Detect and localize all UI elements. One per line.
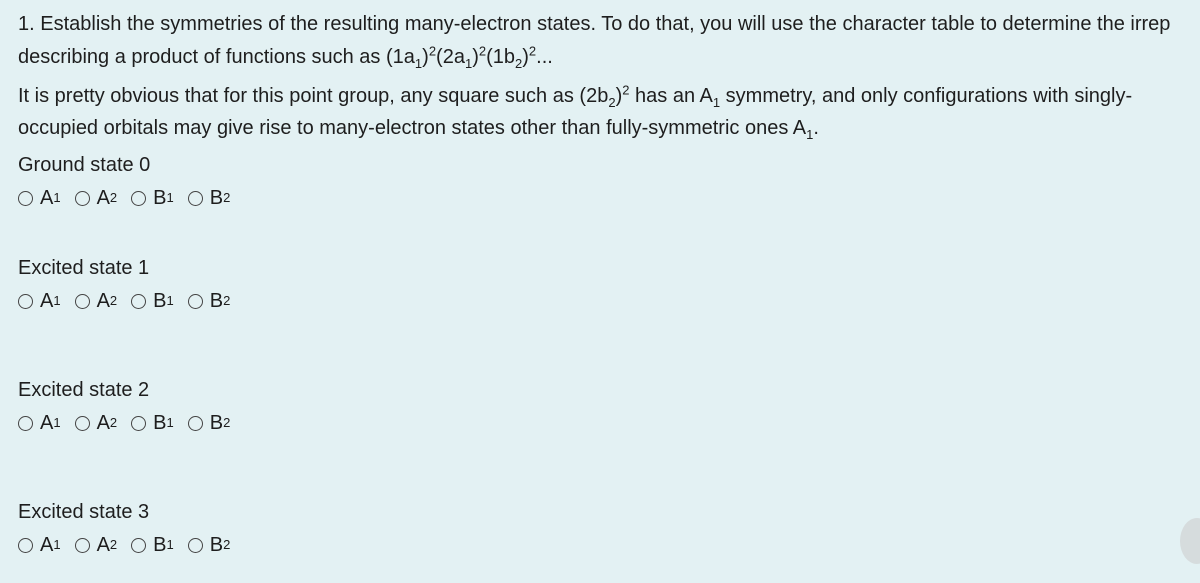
radio-option-b2[interactable]: B 2 xyxy=(188,186,231,210)
question-text: ) xyxy=(615,85,623,107)
radio-circle-icon[interactable] xyxy=(131,294,146,309)
radio-circle-icon[interactable] xyxy=(18,416,33,431)
radio-circle-icon[interactable] xyxy=(188,538,203,553)
radio-group-excited-3 xyxy=(18,533,244,557)
radio-option-a2[interactable]: A 2 xyxy=(75,411,118,435)
question-text: (1b xyxy=(486,46,515,68)
superscript: 2 xyxy=(622,82,630,98)
subscript: 1 xyxy=(414,56,423,71)
radio-group-excited-1 xyxy=(18,289,244,313)
radio-group-excited-2 xyxy=(18,411,244,435)
radio-option-b1[interactable]: B 1 xyxy=(131,186,174,210)
option-letter: B xyxy=(209,412,224,434)
radio-circle-icon[interactable] xyxy=(188,294,203,309)
subscript: 1 xyxy=(464,56,473,71)
superscript: 2 xyxy=(528,43,537,59)
radio-option-b1[interactable]: B 1 xyxy=(131,533,174,557)
radio-circle-icon[interactable] xyxy=(131,191,146,206)
radio-option-a1[interactable]: A 1 xyxy=(18,411,61,435)
superscript: 2 xyxy=(478,43,487,59)
subscript: 1 xyxy=(712,95,721,110)
question-text: ... xyxy=(536,46,553,68)
radio-option-a1[interactable]: A 1 xyxy=(18,289,61,313)
option-letter: A xyxy=(40,534,54,556)
radio-circle-icon[interactable] xyxy=(18,538,33,553)
radio-option-b1[interactable]: B 1 xyxy=(131,289,174,313)
question-text: (2a xyxy=(436,46,465,68)
question-paragraph-1 xyxy=(18,8,1190,74)
radio-circle-icon[interactable] xyxy=(18,294,33,309)
radio-circle-icon[interactable] xyxy=(75,294,90,309)
option-letter: B xyxy=(153,187,167,209)
option-letter: A xyxy=(96,187,110,209)
question-text: 1. Establish the symmetries of the resulting many-electron states. To do that, you will use the character table to determine the irrep describing a product of functions such as (1a xyxy=(18,13,1171,68)
state-label-excited-2: Excited state 2 xyxy=(18,379,150,401)
radio-circle-icon[interactable] xyxy=(188,191,203,206)
option-letter: A xyxy=(96,290,110,312)
radio-circle-icon[interactable] xyxy=(18,191,33,206)
option-letter: A xyxy=(40,290,54,312)
radio-option-b2[interactable]: B 2 xyxy=(188,533,231,557)
option-letter: B xyxy=(153,290,167,312)
state-label-excited-3: Excited state 3 xyxy=(18,501,150,523)
radio-option-a2[interactable]: A 2 xyxy=(75,533,118,557)
radio-circle-icon[interactable] xyxy=(131,538,146,553)
question-text: ) xyxy=(472,46,479,68)
question-text: It is pretty obvious that for this point group, any square such as (2b xyxy=(18,85,609,107)
state-label-excited-1: Excited state 1 xyxy=(18,257,150,279)
state-label-ground-0: Ground state 0 xyxy=(18,154,151,176)
question-text: ) xyxy=(522,46,529,68)
question-text: has an A xyxy=(629,85,713,107)
option-letter: B xyxy=(153,534,167,556)
radio-circle-icon[interactable] xyxy=(188,416,203,431)
question-paragraph-2 xyxy=(18,80,1190,144)
question-text: symmetry, and only configurations with singly-occupied orbitals may give rise to many-electron states other than fully-symmetric ones A xyxy=(18,85,1133,139)
subscript: 2 xyxy=(608,95,616,110)
radio-circle-icon[interactable] xyxy=(75,538,90,553)
question-text: ) xyxy=(422,46,429,68)
option-letter: A xyxy=(96,534,110,556)
radio-option-a1[interactable]: A 1 xyxy=(18,186,61,210)
radio-circle-icon[interactable] xyxy=(131,416,146,431)
radio-group-ground-0 xyxy=(18,186,244,210)
option-letter: A xyxy=(40,187,54,209)
radio-option-b2[interactable]: B 2 xyxy=(188,411,231,435)
option-letter: B xyxy=(153,412,167,434)
radio-option-a2[interactable]: A 2 xyxy=(75,289,118,313)
radio-option-a2[interactable]: A 2 xyxy=(75,186,118,210)
radio-circle-icon[interactable] xyxy=(75,191,90,206)
scroll-handle[interactable] xyxy=(1180,518,1200,564)
radio-option-b1[interactable]: B 1 xyxy=(131,411,174,435)
option-letter: A xyxy=(40,412,54,434)
radio-circle-icon[interactable] xyxy=(75,416,90,431)
option-letter: B xyxy=(209,534,224,556)
subscript: 2 xyxy=(515,56,523,71)
superscript: 2 xyxy=(428,43,437,59)
subscript: 1 xyxy=(806,127,814,142)
question-text: . xyxy=(813,117,819,139)
radio-option-a1[interactable]: A 1 xyxy=(18,533,61,557)
option-letter: A xyxy=(96,412,110,434)
option-letter: B xyxy=(209,290,224,312)
option-letter: B xyxy=(209,187,224,209)
radio-option-b2[interactable]: B 2 xyxy=(188,289,231,313)
